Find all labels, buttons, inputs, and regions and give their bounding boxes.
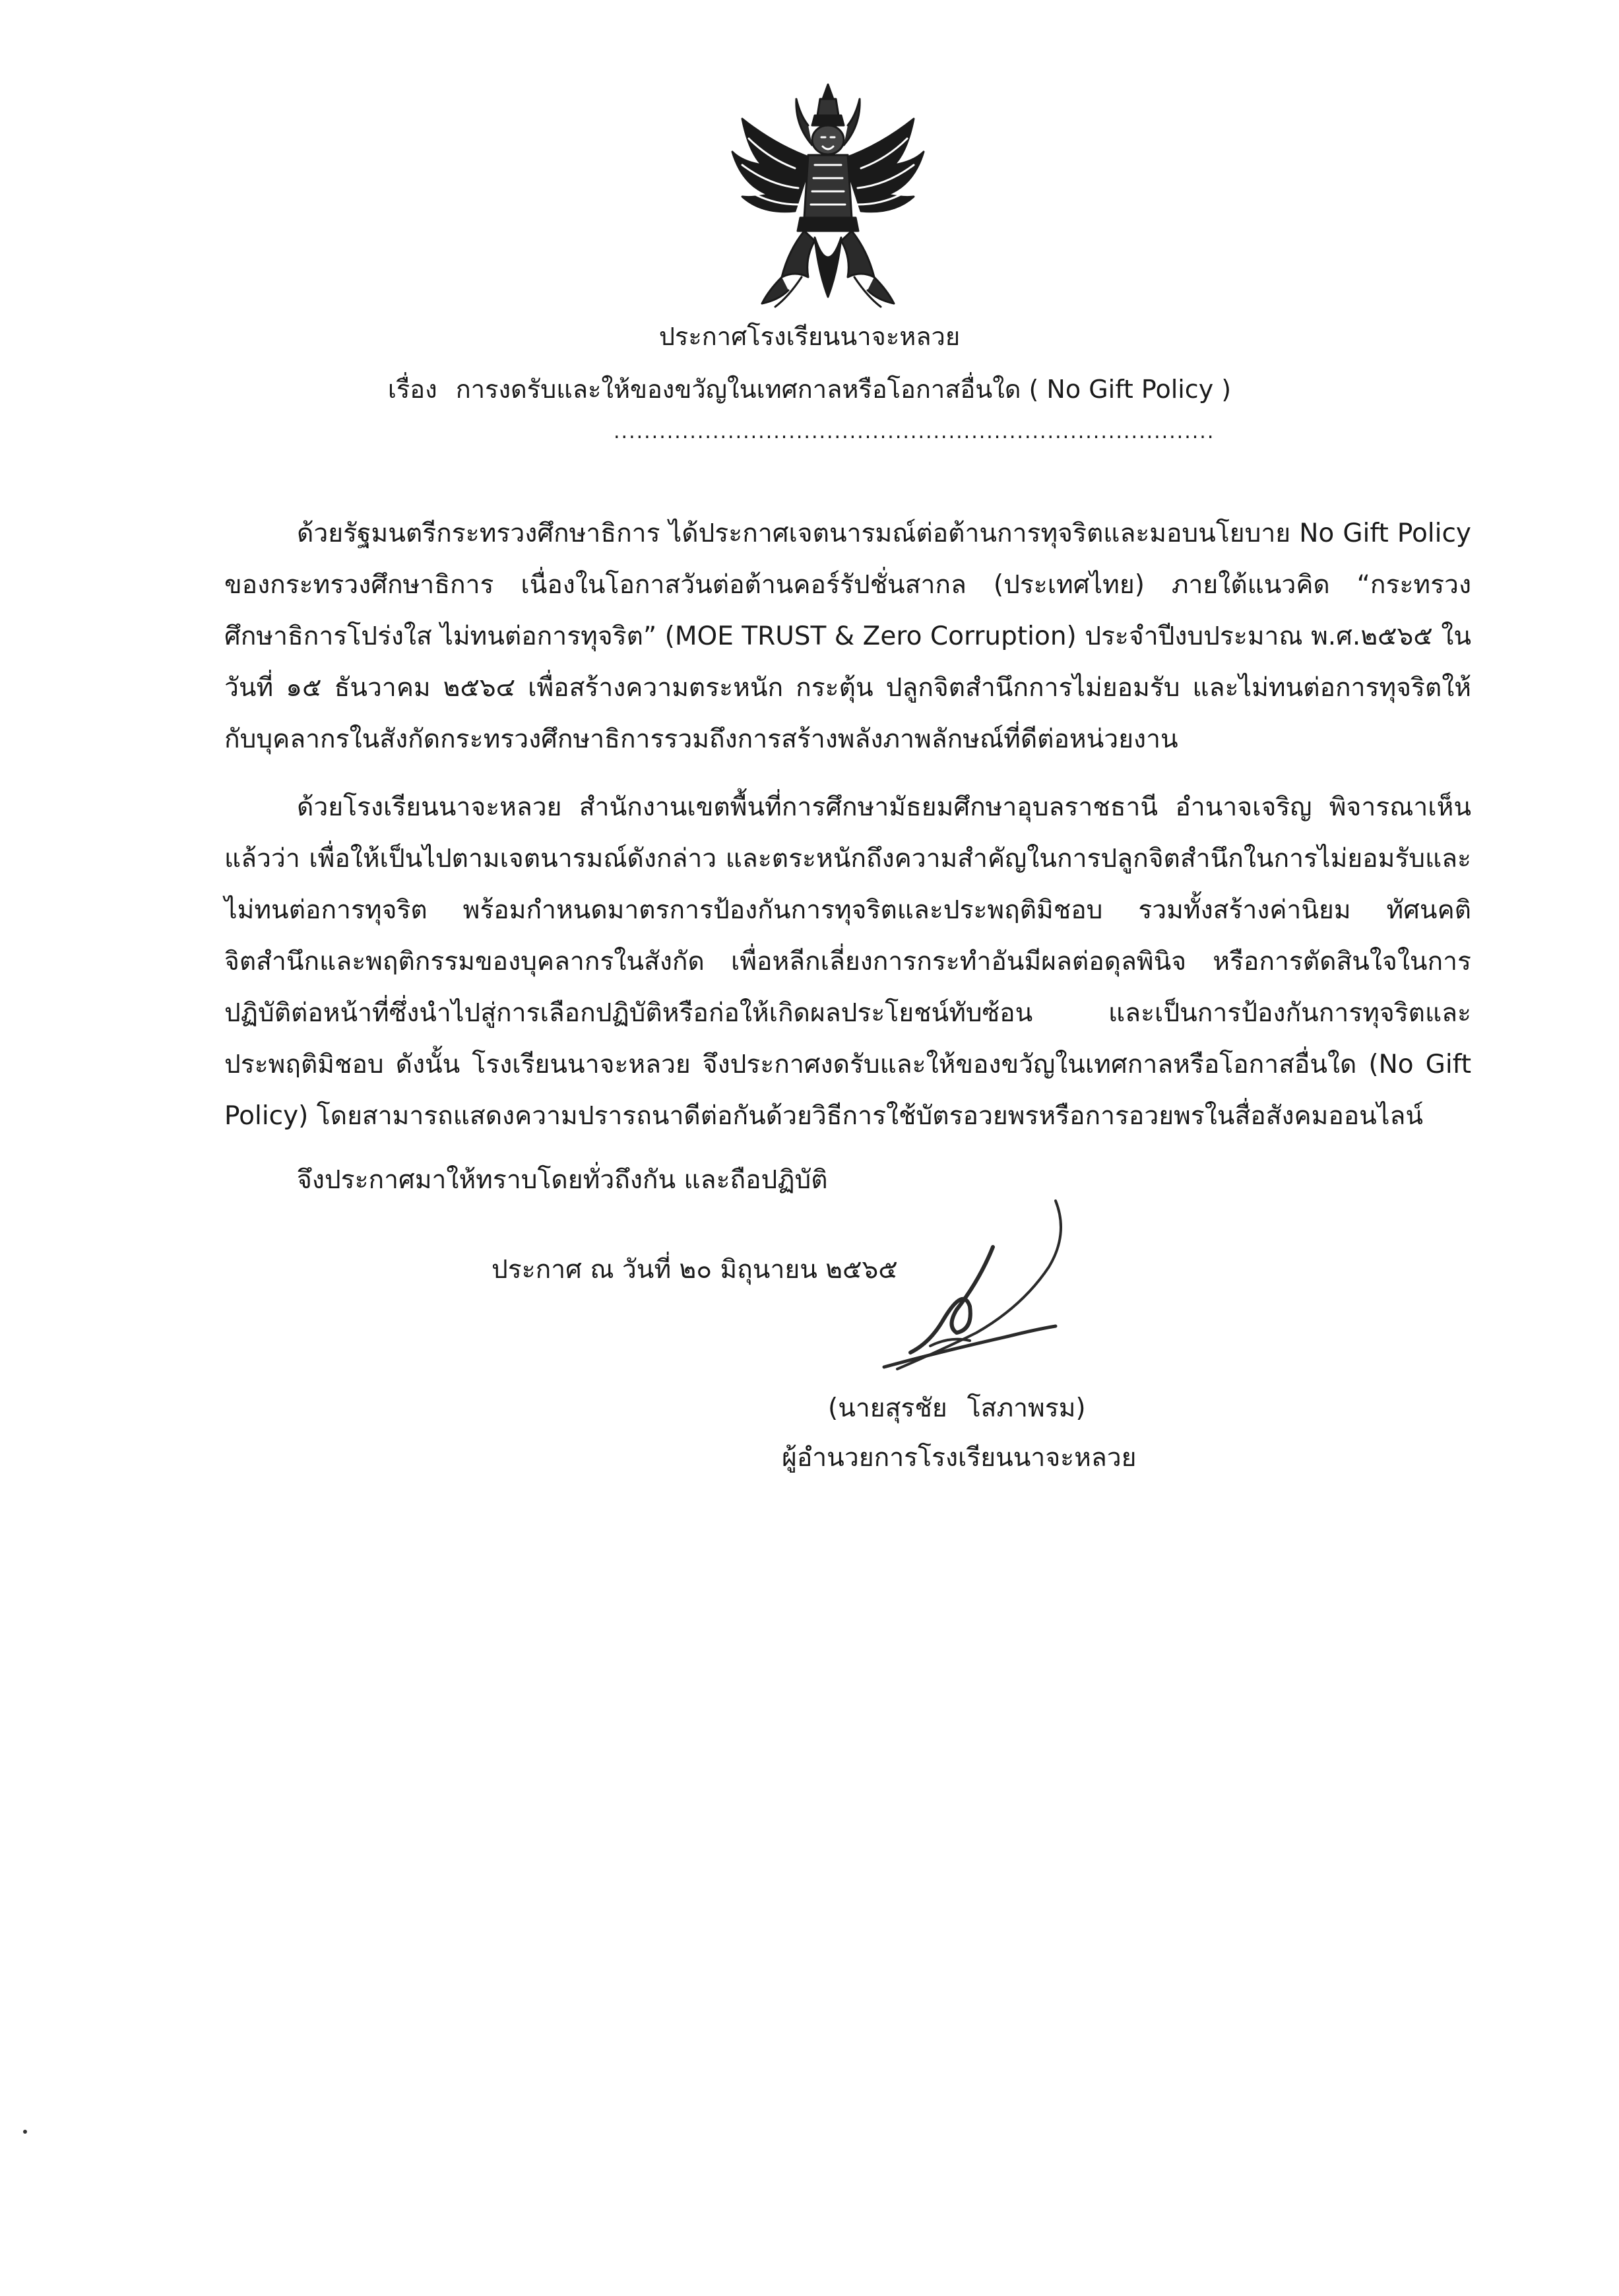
announcement-title: ประกาศโรงเรียนนาจะหลวย bbox=[658, 322, 961, 351]
announcement-date: ประกาศ ณ วันที่ ๒๐ มิถุนายน ๒๕๖๕ bbox=[492, 1255, 898, 1285]
dotted-separator: ............................................................................... bbox=[614, 420, 1215, 443]
subject-line bbox=[0, 373, 1619, 406]
signer-first-name: (นายสุรชัย bbox=[828, 1393, 947, 1423]
signer-last-name: โสภาพรม) bbox=[967, 1393, 1086, 1423]
subject-text: การงดรับและให้ของขวัญในเทศกาลหรือโอกาสอื่นใด ( No Gift Policy ) bbox=[455, 375, 1232, 404]
body-paragraph-1: ด้วยรัฐมนตรีกระทรวงศึกษาธิการ ได้ประกาศเจตนารมณ์ต่อต้านการทุจริตและมอบนโยบาย No Gift Policy ของกระทรวงศึกษาธิการ เนื่องในโอกาสวันต่อต้านคอร์รัปชั่นสากล (ประเทศไทย) ภายใต้แนวคิด “กระทรวงศึกษาธิการโปร่งใส ไม่ทนต่อการทุจริต” (MOE TRUST & Zero Corruption) ประจำปีงบประมาณ พ.ศ.๒๕๖๕ ในวันที่ ๑๕ ธันวาคม ๒๕๖๔ เพื่อสร้างความตระหนัก กระตุ้น ปลูกจิตสำนึกการไม่ยอมรับ และไม่ทนต่อการทุจริตให้กับบุคลากรในสังกัดกระทรวงศึกษาธิการรวมถึงการสร้างพลังภาพลักษณ์ที่ดีต่อหน่วยงาน bbox=[224, 519, 1471, 754]
scan-speck bbox=[23, 2130, 27, 2134]
garuda-emblem-icon bbox=[722, 79, 934, 317]
body-paragraph-2: ด้วยโรงเรียนนาจะหลวย สำนักงานเขตพื้นที่การศึกษามัธยมศึกษาอุบลราชธานี อำนาจเจริญ พิจารณาเห็นแล้วว่า เพื่อให้เป็นไปตามเจตนารมณ์ดังกล่าว และตระหนักถึงความสำคัญในการปลูกจิตสำนึกในการไม่ยอมรับและไม่ทนต่อการทุจริต พร้อมกำหนดมาตรการป้องกันการทุจริตและประพฤติมิชอบ รวมทั้งสร้างค่านิยม ทัศนคติ จิตสำนึกและพฤติกรรมของบุคลากรในสังกัด เพื่อหลีกเลี่ยงการกระทำอันมีผลต่อดุลพินิจ หรือการตัดสินใจในการปฏิบัติต่อหน้าที่ซึ่งนำไปสู่การเลือกปฏิบัติหรือก่อให้เกิดผลประโยชน์ทับซ้อน และเป็นการป้องกันการทุจริตและประพฤติมิชอบ ดังนั้น โรงเรียนนาจะหลวย จึงประกาศงดรับและให้ของขวัญในเทศกาลหรือโอกาสอื่นใด (No Gift Policy) โดยสามารถแสดงความปรารถนาดีต่อกันด้วยวิธีการใช้บัตรอวยพรหรือการอวยพรในสื่อสังคมออนไลน์ bbox=[224, 792, 1471, 1131]
handwritten-signature-icon bbox=[858, 1194, 1082, 1386]
subject-label: เรื่อง bbox=[387, 375, 437, 404]
body-paragraph-3: จึงประกาศมาให้ทราบโดยทั่วถึงกัน และถือปฏิบัติ bbox=[297, 1165, 828, 1195]
signer-position: ผู้อำนวยการโรงเรียนนาจะหลวย bbox=[782, 1443, 1137, 1473]
signer-name bbox=[828, 1389, 1086, 1428]
